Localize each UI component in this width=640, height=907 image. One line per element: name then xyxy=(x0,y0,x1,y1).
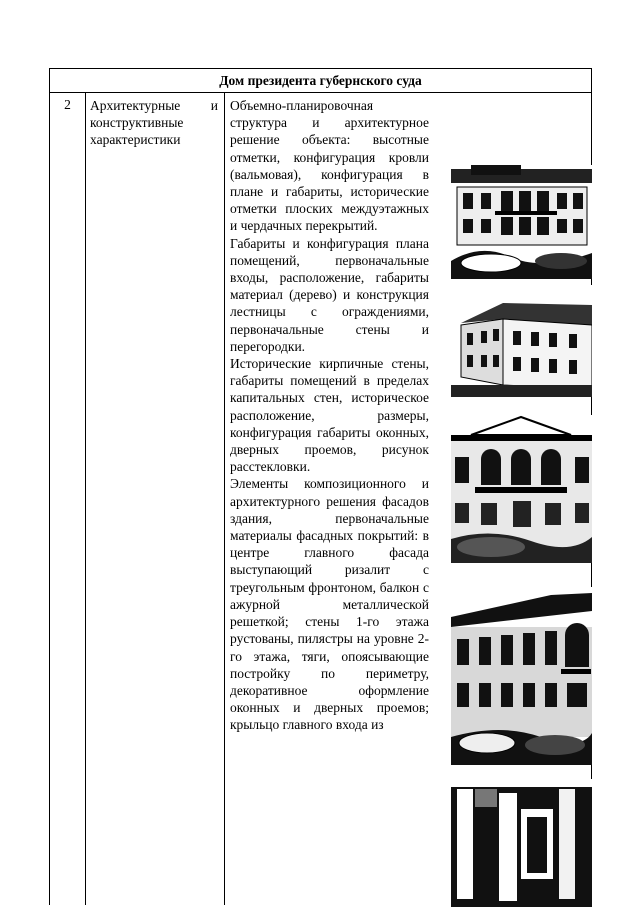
description-paragraph: Объемно-планировочная структура и архитектурное решение объекта: высотные отметки, конфигурация кровли (вальмовая), конфигурация в плане и габариты, исторические отметки плоских междуэтажных и чердачных перекрытий. xyxy=(230,98,429,234)
column-divider-1 xyxy=(85,93,86,905)
column-divider-2 xyxy=(224,93,225,905)
building-photo-5 xyxy=(451,779,592,907)
row-number: 2 xyxy=(64,97,71,112)
description-paragraph: Элементы композиционного и архитектурного решения фасадов здания, первоначальные материалы фасадных покрытий: в центре главного фасада выступающий ризалит с треугольным фронтоном, балкон с ажурной металлической решеткой; стены 1-го этажа рустованы, пилястры на уровне 2-го этажа, тяги, опоясывающие постройку по периметру, декоративное оформление оконных и дверных проемов; крыльцо главного входа из xyxy=(230,476,429,733)
description-paragraph: Исторические кирпичные стены, габариты помещений в пределах капитальных стен, историческое расположение, размеры, конфигурация габариты оконных, дверных проемов, рисунок расстекловки. xyxy=(230,356,429,475)
row-title-word-2: и xyxy=(210,98,218,113)
building-photo-4 xyxy=(451,587,592,765)
row-title-line-2: конструктивные xyxy=(90,115,184,130)
heritage-table xyxy=(49,68,592,905)
description-paragraph: Габариты и конфигурация плана помещений, первоначальные входы, расположение, габариты материал (дерево) и конструкция лестницы с ограждениями, первоначальные стены и перегородки. xyxy=(230,235,429,354)
row-description xyxy=(230,97,429,734)
row-title-word-1: Архитектурные xyxy=(90,98,181,113)
row-title-line-3: характеристики xyxy=(90,132,181,147)
row-title xyxy=(90,97,218,148)
building-photo-3 xyxy=(451,415,592,563)
building-photo-2 xyxy=(451,285,592,397)
building-photo-1 xyxy=(451,165,592,279)
table-title: Дом президента губернского суда xyxy=(50,69,591,93)
